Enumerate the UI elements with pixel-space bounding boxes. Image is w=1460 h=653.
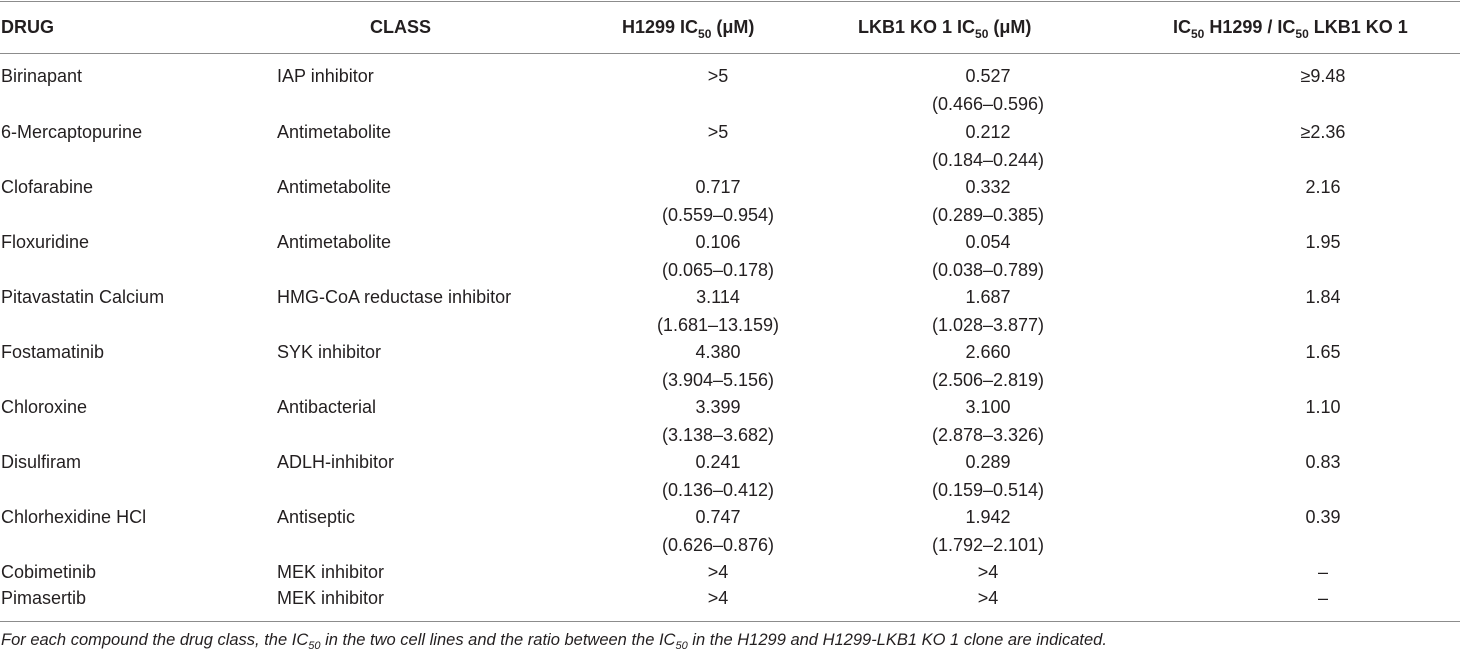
cell-class-value: Antibacterial [277,397,377,417]
header-ratio-c: LKB1 KO 1 [1308,17,1408,37]
header-ko-ic50 [858,16,1031,40]
cell-ko-ic50-ci: (1.028–3.877) [931,315,1045,335]
cell-h1299-ic50-value: >5 [707,66,729,86]
cell-h1299-ic50 [618,283,818,339]
cell-h1299-ic50 [618,503,818,559]
cell-drug-value: Fostamatinib [1,342,105,362]
footnote-part1: For each compound the drug class, the IC [1,631,309,649]
cell-h1299-ic50-value: 0.241 [695,452,741,472]
cell-class-value: ADLH-inhibitor [277,452,395,472]
cell-ratio [1223,448,1423,476]
cell-class [277,338,381,366]
header-h1299-sub: 50 [698,27,712,41]
cell-ko-ic50-value: 1.942 [965,507,1011,527]
cell-ko-ic50-value: >4 [977,562,999,582]
cell-h1299-ic50-value: 3.114 [696,287,740,307]
cell-ratio [1223,118,1423,146]
cell-drug-value: Disulfiram [1,452,82,472]
footnote-part3: in the H1299 and H1299-LKB1 KO 1 clone are indicated. [687,631,1107,649]
cell-class-value: Antimetabolite [277,232,392,252]
cell-ko-ic50 [888,173,1088,229]
cell-h1299-ic50-ci: (0.065–0.178) [661,260,775,280]
cell-class [277,228,391,256]
cell-ratio-value: 0.83 [1305,452,1341,472]
cell-class-value: Antimetabolite [277,122,392,142]
cell-ko-ic50-value: 0.212 [965,122,1011,142]
header-ratio [1173,16,1408,40]
cell-class-value: MEK inhibitor [277,588,385,608]
footnote-sub2: 50 [675,640,688,652]
cell-class [277,558,384,586]
cell-ko-ic50-value: 0.527 [965,66,1011,86]
table-footnote [1,630,1107,652]
cell-class [277,584,384,612]
cell-ko-ic50 [888,503,1088,559]
cell-h1299-ic50 [618,62,818,90]
cell-h1299-ic50 [618,228,818,284]
table-bottom-rule [0,621,1460,622]
cell-h1299-ic50-value: 3.399 [695,397,741,417]
cell-h1299-ic50-value: 0.717 [695,177,741,197]
cell-class-value: HMG-CoA reductase inhibitor [277,287,512,307]
cell-h1299-ic50-value: 4.380 [695,342,741,362]
cell-ratio-value: 1.95 [1305,232,1341,252]
cell-ko-ic50-value: 3.100 [965,397,1011,417]
cell-drug [1,173,93,201]
cell-ko-ic50-ci: (2.878–3.326) [931,425,1045,445]
cell-ko-ic50 [888,283,1088,339]
cell-ratio-value: ≥9.48 [1300,66,1346,86]
cell-drug [1,503,146,531]
cell-ratio [1223,228,1423,256]
header-ratio-a-sub: 50 [1191,27,1205,41]
cell-ratio [1223,62,1423,90]
cell-ratio-value: – [1317,562,1328,582]
header-ko-unit: (μM) [988,17,1032,37]
cell-drug [1,448,81,476]
header-drug: DRUG [1,17,54,37]
cell-h1299-ic50-ci: (0.626–0.876) [661,535,775,555]
header-h1299-ic50 [622,16,754,40]
cell-ko-ic50-value: >4 [977,588,999,608]
cell-class-value: SYK inhibitor [277,342,382,362]
cell-h1299-ic50-ci: (1.681–13.159) [656,315,780,335]
cell-h1299-ic50 [618,558,818,586]
cell-ko-ic50-value: 2.660 [965,342,1011,362]
cell-ratio-value: ≥2.36 [1300,122,1346,142]
cell-ratio [1223,283,1423,311]
cell-drug-value: 6-Mercaptopurine [1,122,143,142]
header-ratio-a: IC [1173,17,1191,37]
cell-h1299-ic50-value: 0.747 [695,507,741,527]
header-class: CLASS [370,17,432,37]
cell-ko-ic50 [888,338,1088,394]
cell-class [277,62,374,90]
cell-class [277,448,394,476]
cell-h1299-ic50-ci: (3.138–3.682) [661,425,775,445]
cell-h1299-ic50-ci: (0.559–0.954) [661,205,775,225]
cell-class-value: IAP inhibitor [277,66,374,86]
cell-h1299-ic50 [618,338,818,394]
cell-class-value: Antiseptic [277,507,356,527]
cell-ko-ic50-ci: (0.466–0.596) [931,94,1045,114]
cell-ratio-value: 1.65 [1305,342,1341,362]
cell-ko-ic50 [888,584,1088,612]
table-top-rule [0,1,1460,2]
cell-ratio-value: 2.16 [1305,177,1341,197]
cell-ko-ic50 [888,228,1088,284]
cell-class [277,503,355,531]
cell-ko-ic50-ci: (2.506–2.819) [931,370,1045,390]
header-ratio-b-sub: 50 [1295,27,1309,41]
cell-ratio [1223,558,1423,586]
cell-ko-ic50-ci: (0.159–0.514) [931,480,1045,500]
cell-ratio-value: 0.39 [1305,507,1341,527]
cell-drug [1,118,142,146]
cell-ratio [1223,584,1423,612]
footnote-sub1: 50 [308,640,321,652]
cell-h1299-ic50 [618,173,818,229]
header-ko-sub: 50 [975,27,989,41]
cell-class-value: MEK inhibitor [277,562,385,582]
cell-ko-ic50-value: 0.289 [965,452,1011,472]
cell-ratio [1223,393,1423,421]
cell-drug-value: Chlorhexidine HCl [1,507,147,527]
cell-ko-ic50 [888,118,1088,174]
cell-ratio [1223,173,1423,201]
cell-class [277,393,376,421]
cell-drug-value: Pitavastatin Calcium [1,287,165,307]
cell-h1299-ic50-ci: (0.136–0.412) [661,480,775,500]
cell-class [277,173,391,201]
cell-h1299-ic50 [618,584,818,612]
cell-ko-ic50-value: 0.054 [965,232,1011,252]
cell-ko-ic50-ci: (0.184–0.244) [931,150,1045,170]
cell-drug-value: Floxuridine [1,232,90,252]
cell-h1299-ic50 [618,448,818,504]
cell-ko-ic50-ci: (0.038–0.789) [931,260,1045,280]
cell-h1299-ic50 [618,393,818,449]
cell-h1299-ic50 [618,118,818,146]
cell-drug-value: Chloroxine [1,397,88,417]
cell-h1299-ic50-value: >4 [707,588,729,608]
header-ko-text: LKB1 KO 1 IC [858,17,976,37]
footnote-part2: in the two cell lines and the ratio between the IC [320,631,676,649]
cell-h1299-ic50-ci: (3.904–5.156) [661,370,775,390]
cell-h1299-ic50-value: 0.106 [695,232,741,252]
cell-class [277,118,391,146]
cell-ko-ic50 [888,393,1088,449]
cell-drug [1,558,96,586]
cell-ratio-value: 1.10 [1305,397,1341,417]
cell-drug [1,338,104,366]
cell-drug [1,228,89,256]
cell-drug [1,393,87,421]
cell-ko-ic50-ci: (1.792–2.101) [931,535,1045,555]
cell-ko-ic50-value: 1.687 [965,287,1011,307]
header-h1299-unit: (μM) [711,17,755,37]
cell-drug [1,62,82,90]
cell-ratio-value: – [1317,588,1328,608]
cell-h1299-ic50-value: >5 [707,122,729,142]
cell-h1299-ic50-value: >4 [707,562,729,582]
cell-class [277,283,511,311]
header-h1299-text: H1299 IC [622,17,699,37]
cell-drug [1,283,164,311]
cell-class-value: Antimetabolite [277,177,392,197]
table-header-rule [0,53,1460,54]
cell-ko-ic50-ci: (0.289–0.385) [931,205,1045,225]
cell-drug [1,584,86,612]
cell-ko-ic50 [888,448,1088,504]
cell-drug-value: Birinapant [1,66,83,86]
cell-ratio [1223,338,1423,366]
cell-ko-ic50-value: 0.332 [965,177,1011,197]
cell-drug-value: Clofarabine [1,177,94,197]
cell-ko-ic50 [888,62,1088,118]
cell-drug-value: Pimasertib [1,588,87,608]
cell-ko-ic50 [888,558,1088,586]
cell-ratio-value: 1.84 [1305,287,1341,307]
header-ratio-b: H1299 / IC [1204,17,1296,37]
cell-drug-value: Cobimetinib [1,562,97,582]
cell-ratio [1223,503,1423,531]
